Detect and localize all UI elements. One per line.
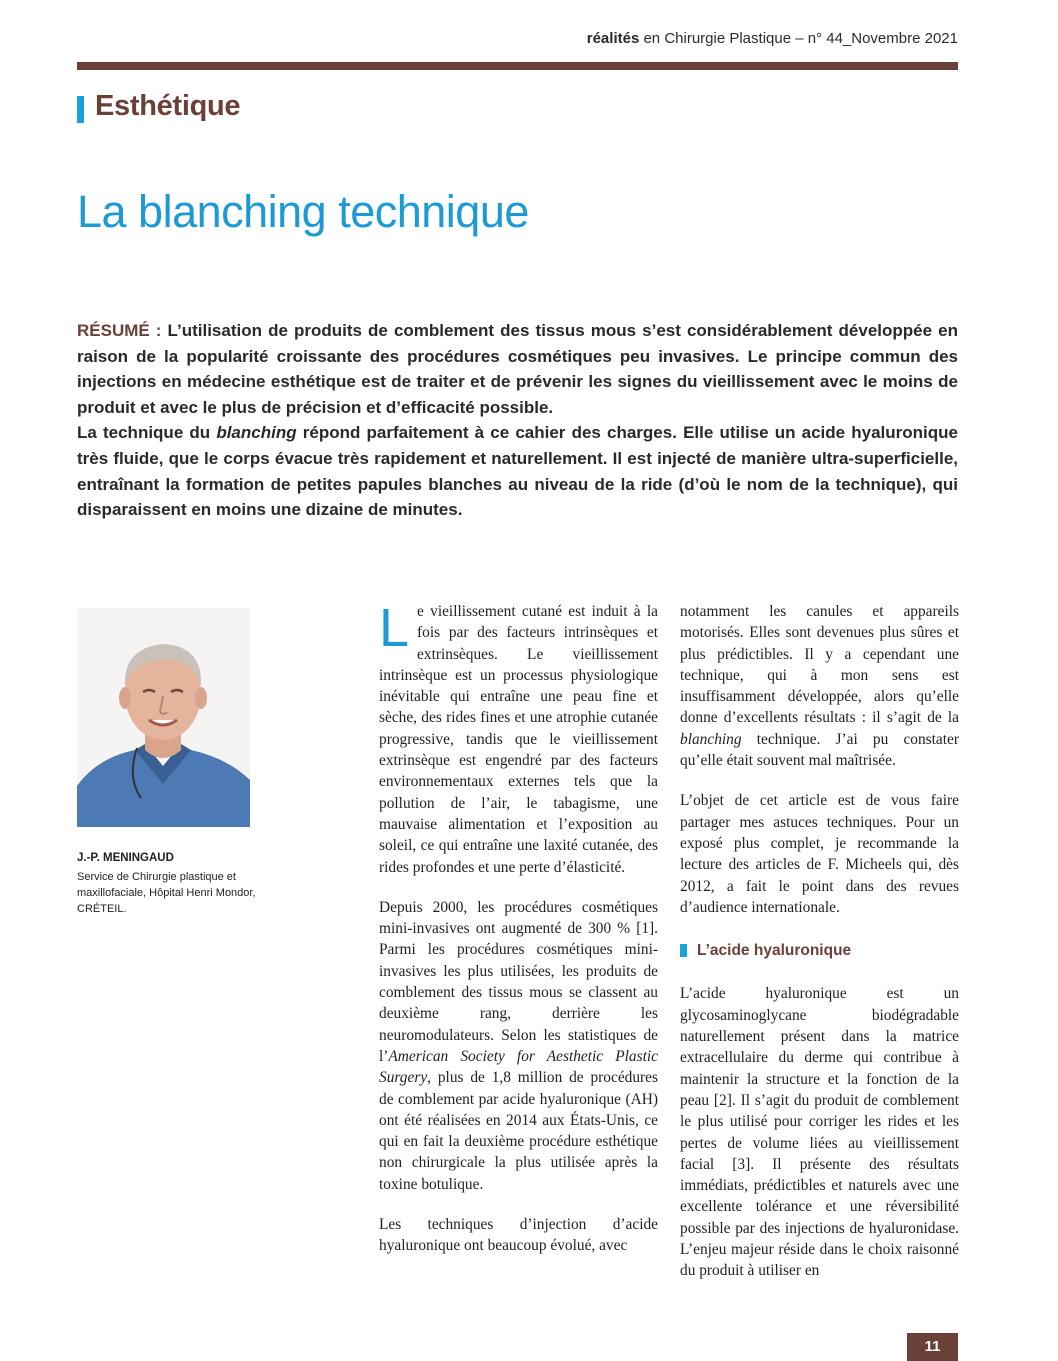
body-text: Depuis 2000, les procédures cosmétiques mini-invasives ont augmenté de 300 % [1]. Parmi les procédures cosmétiques mini-invasives les plus utilisées, les produits de comblement des tissus mous se classent au deuxième rang, derrière les neuromodulateurs. Selon les statistiques de l’ (379, 898, 658, 1065)
article-title: La blanching technique (77, 186, 529, 237)
summary-text-2b: répond parfaitement à ce cahier des charges. Elle utilise un acide hyaluronique très fluide, que le corps évacue très rapidement et naturellement. Il est injecté de manière ultra-superficielle, entraînant la formation de petites papules blanches au niveau de la ride (d’où le nom de la technique), qui disparaissent en moins une dizaine de minutes. (77, 423, 958, 520)
body-text: notamment les canules et appareils motorisés. Elles sont devenues plus sûres et plus prédictibles. Il y a cependant une technique, qui à mon sens est insuffisamment développée, alors qu’elle donne d’excellents résultats : il s’agit de la (680, 603, 959, 727)
subheading-text: L’acide hyaluronique (697, 942, 852, 960)
body-text-italic: American Society for Aesthetic Plastic Surgery (379, 1047, 658, 1087)
summary-text-2a: La technique du (77, 423, 217, 443)
page-number: 11 (907, 1333, 958, 1361)
subheading-marker (680, 944, 687, 957)
body-paragraph (680, 790, 959, 918)
body-text-italic: blanching (680, 730, 742, 748)
author-portrait (77, 608, 250, 827)
author-name: J.-P. MENINGAUD (77, 852, 174, 864)
body-paragraph (379, 1214, 658, 1257)
drop-cap: L (379, 598, 410, 658)
body-paragraph (379, 897, 658, 1195)
body-paragraph (680, 601, 959, 771)
body-paragraph (680, 983, 959, 1281)
journal-name: réalités (586, 30, 640, 47)
summary-block (77, 318, 958, 523)
summary-label: RÉSUMÉ : (77, 321, 162, 340)
body-text: L’objet de cet article est de vous faire partager mes astuces techniques. Pour un exposé plus complet, je recommande la lecture des articles de F. Micheels qui, dès 2012, a fait le point dans des revues d’audience internationale. (680, 792, 959, 916)
running-header (587, 30, 958, 47)
summary-text-2-italic: blanching (216, 423, 297, 443)
summary-paragraph-1 (77, 318, 958, 420)
author-portrait-illustration (77, 608, 250, 827)
body-column-middle (379, 598, 658, 1276)
body-text: , plus de 1,8 million de procédures de comblement par acide hyaluronique (AH) ont été réalisées en 2014 aux États-Unis, ce qui en fait la deuxième procédure esthétique non chirurgicale la plus utilisée après la toxine botulique. (379, 1069, 658, 1193)
subheading (680, 940, 959, 961)
header-rule (77, 62, 958, 70)
author-affiliation: Service de Chirurgie plastique et maxillofaciale, Hôpital Henri Mondor, CRÉTEIL. (77, 871, 256, 915)
body-text: e vieillissement cutané est induit à la fois par des facteurs intrinsèques et extrinsèques. Le vieillissement intrinsèque est un processus physiologique inévitable qui entraîne une peau fine et sèche, des rides fines et une atrophie cutanée progressive, tandis que le vieillissement extrinsèque est engendré par des facteurs environnementaux externes tels que la pollution de l’air, le tabagisme, une mauvaise alimentation et l’exposition au soleil, ce qui entraîne une laxité cutanée, des rides profondes et une perte d’élasticité. (379, 603, 658, 876)
body-paragraph (379, 598, 658, 878)
section-marker (77, 96, 84, 123)
body-column-right (680, 601, 959, 1301)
summary-paragraph-2 (77, 420, 958, 522)
journal-issue: en Chirurgie Plastique – n° 44_Novembre 2021 (639, 30, 958, 47)
body-text: Les techniques d’injection d’acide hyaluronique ont beaucoup évolué, avec (379, 1216, 658, 1255)
summary-text-1: L’utilisation de produits de comblement des tissus mous s’est considérablement développée en raison de la popularité croissante des procédures cosmétiques peu invasives. Le principe commun des injections en médecine esthétique est de traiter et de prévenir les signes du vieillissement avec le moins de produit et avec le plus de précision et d’efficacité possible. (77, 321, 958, 417)
body-text: technique. J’ai pu constater qu’elle était souvent mal maîtrisée. (680, 730, 959, 770)
body-text: L’acide hyaluronique est un glycosaminoglycane biodégradable naturellement présent dans la matrice extracellulaire du derme qui contribue à maintenir la structure et la fonction de la peau [2]. Il s’agit du produit de comblement le plus utilisé pour corriger les rides et les pertes de volume liées au vieillissement facial [3]. Il présente des résultats immédiats, prédictibles et naturels avec une excellente tolérance et une réversibilité possible par des injections de hyaluronidase. L’enjeu majeur réside dans le choix raisonné du produit à utiliser en (680, 985, 959, 1280)
section-title: Esthétique (95, 90, 241, 122)
